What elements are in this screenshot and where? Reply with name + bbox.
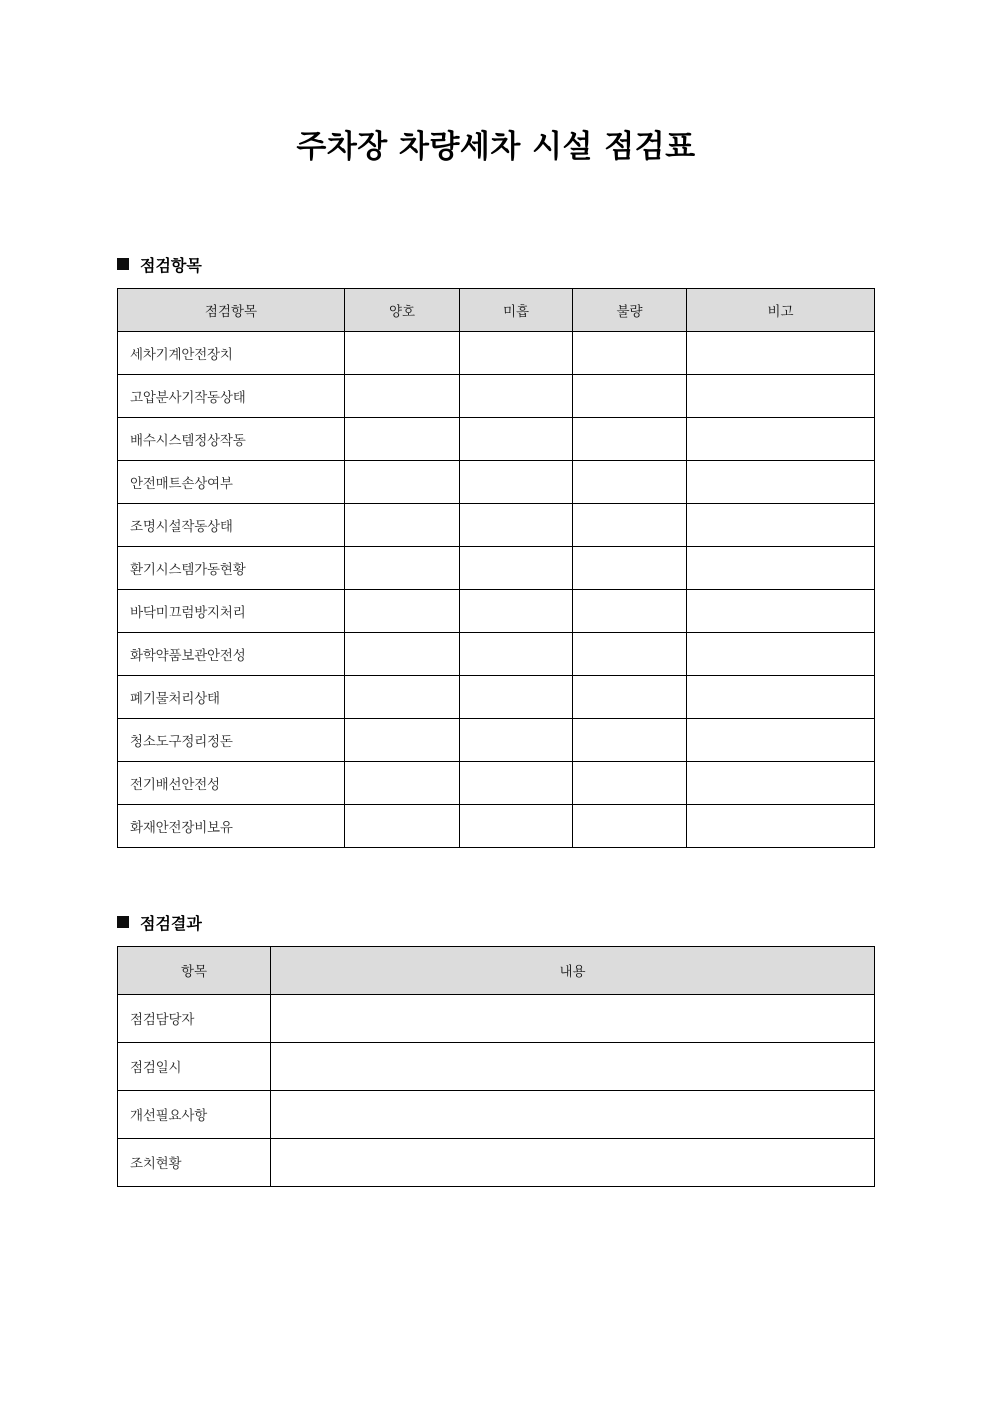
rating-cell-fair[interactable] <box>460 374 573 417</box>
rating-cell-good[interactable] <box>345 632 460 675</box>
rating-cell-good[interactable] <box>345 675 460 718</box>
result-field-value[interactable] <box>271 1138 875 1186</box>
rating-cell-fair[interactable] <box>460 589 573 632</box>
inspection-item-label: 전기배선안전성 <box>118 761 345 804</box>
column-header-fair: 미흡 <box>460 288 573 331</box>
table-row <box>118 1138 875 1186</box>
result-field-label: 조치현황 <box>118 1138 271 1186</box>
result-field-label: 개선필요사항 <box>118 1090 271 1138</box>
note-cell[interactable] <box>687 374 875 417</box>
note-cell[interactable] <box>687 675 875 718</box>
rating-cell-fair[interactable] <box>460 460 573 503</box>
result-field-value[interactable] <box>271 1042 875 1090</box>
rating-cell-fair[interactable] <box>460 804 573 847</box>
table-row <box>118 994 875 1042</box>
inspection-item-label: 배수시스템정상작동 <box>118 417 345 460</box>
note-cell[interactable] <box>687 718 875 761</box>
column-header-key: 항목 <box>118 946 271 994</box>
table-row <box>118 761 875 804</box>
rating-cell-good[interactable] <box>345 374 460 417</box>
rating-cell-fair[interactable] <box>460 503 573 546</box>
rating-cell-fair[interactable] <box>460 417 573 460</box>
column-header-value: 내용 <box>271 946 875 994</box>
inspection-item-label: 폐기물처리상태 <box>118 675 345 718</box>
note-cell[interactable] <box>687 761 875 804</box>
rating-cell-bad[interactable] <box>573 589 687 632</box>
note-cell[interactable] <box>687 632 875 675</box>
note-cell[interactable] <box>687 417 875 460</box>
rating-cell-fair[interactable] <box>460 632 573 675</box>
rating-cell-good[interactable] <box>345 331 460 374</box>
rating-cell-fair[interactable] <box>460 761 573 804</box>
rating-cell-bad[interactable] <box>573 804 687 847</box>
note-cell[interactable] <box>687 503 875 546</box>
rating-cell-bad[interactable] <box>573 460 687 503</box>
column-header-good: 양호 <box>345 288 460 331</box>
table-row <box>118 460 875 503</box>
column-header-bad: 불량 <box>573 288 687 331</box>
table-row <box>118 331 875 374</box>
table-row <box>118 1090 875 1138</box>
note-cell[interactable] <box>687 546 875 589</box>
table-row <box>118 503 875 546</box>
rating-cell-bad[interactable] <box>573 761 687 804</box>
table-row <box>118 632 875 675</box>
inspection-item-label: 조명시설작동상태 <box>118 503 345 546</box>
rating-cell-good[interactable] <box>345 718 460 761</box>
rating-cell-bad[interactable] <box>573 331 687 374</box>
column-header-note: 비고 <box>687 288 875 331</box>
rating-cell-good[interactable] <box>345 417 460 460</box>
table-row <box>118 804 875 847</box>
note-cell[interactable] <box>687 804 875 847</box>
section-heading-inspection-items <box>117 253 875 276</box>
result-field-label: 점검일시 <box>118 1042 271 1090</box>
inspection-item-label: 바닥미끄럼방지처리 <box>118 589 345 632</box>
note-cell[interactable] <box>687 331 875 374</box>
table-header-row <box>118 946 875 994</box>
inspection-item-label: 화학약품보관안전성 <box>118 632 345 675</box>
table-row <box>118 546 875 589</box>
rating-cell-bad[interactable] <box>573 632 687 675</box>
rating-cell-bad[interactable] <box>573 503 687 546</box>
column-header-item: 점검항목 <box>118 288 345 331</box>
inspection-item-label: 청소도구정리정돈 <box>118 718 345 761</box>
inspection-item-label: 화재안전장비보유 <box>118 804 345 847</box>
rating-cell-fair[interactable] <box>460 546 573 589</box>
rating-cell-bad[interactable] <box>573 374 687 417</box>
note-cell[interactable] <box>687 589 875 632</box>
rating-cell-good[interactable] <box>345 460 460 503</box>
result-field-value[interactable] <box>271 1090 875 1138</box>
result-field-value[interactable] <box>271 994 875 1042</box>
rating-cell-bad[interactable] <box>573 675 687 718</box>
rating-cell-good[interactable] <box>345 761 460 804</box>
rating-cell-fair[interactable] <box>460 331 573 374</box>
rating-cell-bad[interactable] <box>573 546 687 589</box>
table-row <box>118 1042 875 1090</box>
note-cell[interactable] <box>687 460 875 503</box>
rating-cell-good[interactable] <box>345 546 460 589</box>
inspection-item-label: 환기시스템가동현황 <box>118 546 345 589</box>
table-row <box>118 675 875 718</box>
rating-cell-fair[interactable] <box>460 718 573 761</box>
table-row <box>118 589 875 632</box>
inspection-items-table <box>117 288 875 848</box>
page-title: 주차장 차량세차 시설 점검표 <box>296 129 696 165</box>
inspection-item-label: 세차기계안전장치 <box>118 331 345 374</box>
square-bullet-icon <box>117 916 129 928</box>
section-heading-label: 점검결과 <box>140 913 202 933</box>
rating-cell-good[interactable] <box>345 503 460 546</box>
rating-cell-bad[interactable] <box>573 718 687 761</box>
rating-cell-bad[interactable] <box>573 417 687 460</box>
result-field-label: 점검담당자 <box>118 994 271 1042</box>
table-header-row <box>118 288 875 331</box>
inspection-item-label: 고압분사기작동상태 <box>118 374 345 417</box>
section-heading-label: 점검항목 <box>140 255 202 275</box>
inspection-item-label: 안전매트손상여부 <box>118 460 345 503</box>
section-heading-inspection-results <box>117 911 875 934</box>
rating-cell-good[interactable] <box>345 589 460 632</box>
table-row <box>118 718 875 761</box>
square-bullet-icon <box>117 258 129 270</box>
rating-cell-good[interactable] <box>345 804 460 847</box>
inspection-results-table <box>117 946 875 1187</box>
table-row <box>118 417 875 460</box>
rating-cell-fair[interactable] <box>460 675 573 718</box>
table-row <box>118 374 875 417</box>
